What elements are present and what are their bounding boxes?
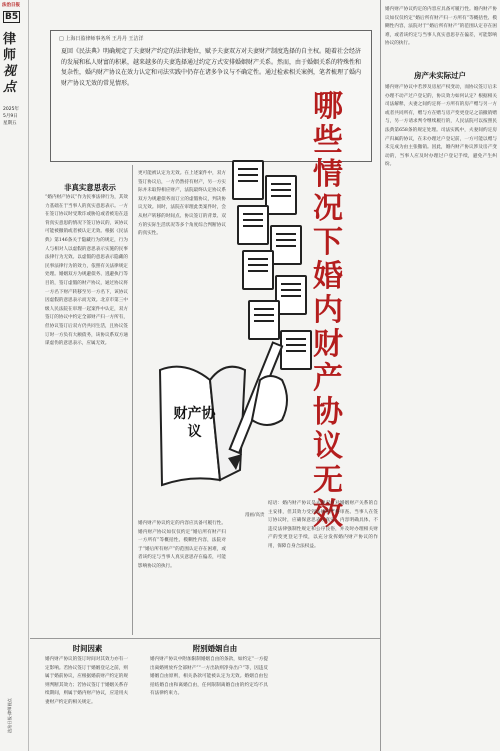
bottom-label: 法治日报·律师视点 [7, 698, 12, 733]
column-2-text: 更可能被认定为无效。在上述案件中，双方签订协议后，一方仍然持有财产，另一方实际并未取得相应财产，法院最终认定协议系双方为规避债务而订立的虚假协议，判决协议无效。同时，法院在审理此类案件时，会从财产转移的时间点、协议签订的背景、双方的实际生活状况等多个角度综合判断协议的真实性。 [138, 171, 226, 237]
issue-date: 2025年 [3, 107, 19, 112]
right-column-top: 婚内财产协议约定的内容应具备可履行性。婚内财产协议如仅仅约定“婚后所有财产归一方所有”等概括性、模糊性内容，法院对于“婚后所有财产”的范围认定存在困难，或者该约定与当事人真实意思存在偏差，可能影响协议的执行。 [385, 7, 497, 47]
subheading-time: 时间因素 [72, 644, 103, 653]
column-2-text-cont: 婚内财产协议约定的内容应具备可履行性。婚内财产协议如仅仅约定“婚后所有财产归一方所有”等概括性、模糊性内容，法院对于“婚后所有财产”的范围认定存在困难，或者该约定与当事人真实意思存在偏差，可能影响协议的执行。 [138, 521, 226, 569]
page-header-strip [0, 0, 28, 751]
byline: □ 上海日盈律师事务所 王丹丹 王洁洋 [59, 36, 144, 42]
issue-weekday: 星期五 [3, 121, 17, 126]
document-icon [237, 205, 269, 245]
column-1-text: “婚内财产协议”作为民事法律行为，其效力基础在于当事人的真实意思表示。一方在签订协议时受欺诈或胁迫或者被迫在违背真实意思的情况下签订协议的，该协议可能被撤销或者被认定无效。根据《民法典》第146条关于隐藏行为的规定，行为人与相对人以虚假的意思表示实施的民事法律行为无效。以虚假的意思表示隐藏的民事法律行为的效力，依照有关法律规定处理。婚姻双方为规避债务、逃避执行等目的，签订虚假的财产协议，通过协议将一方名下财产转移至另一方名下，该协议因虚假的意思表示而无效。北京市第三中级人民法院在审理一起案件中认定，双方签订的协议中约定全部财产归一方所有，但协议签订后双方仍共同生活，且协议签订时一方负有大额债务，该协议系双方通谋虚伪的意思表示，应属无效。 [45, 195, 128, 347]
subheading-marriage-freedom: 附别婚姻自由 [192, 644, 238, 653]
right-column-text: 婚内财产协议中若涉及房屋产权变动，而协议签订后未办理不动产过户登记的，协议效力如何认定？根据相关司法解释，夫妻之间约定将一方所有的房产赠与另一方或者共同所有，赠与方在赠与房产变更登记之前撤销赠与，另一方请求判令继续履行的，人民法院可以按照民法典第658条的规定处理。司法实践中，夫妻间约定房产归属的协议，在未办理过户登记前，一方可能以赠与未完成为由主张撤销。因此，婚内财产协议涉及房产变动的，当事人应及时办理过户登记手续，避免产生纠纷。 [385, 85, 497, 168]
image-credit: 漫画/高贵 [245, 513, 265, 518]
document-icon [270, 225, 302, 265]
headline: 哪 些 情 况 下 婚 内 财 产 协 议 无 效 [313, 89, 343, 532]
document-icon [232, 160, 264, 200]
subheading-property: 房产未实际过户 [414, 71, 466, 80]
subheading-sincere: 非真实意思表示 [64, 183, 116, 192]
column-3-text: 结语：婚内财产协议是夫妻双方对婚姻财产关系的自主安排，但其效力受到法律的严格审查。当事人在签订协议时，应确保意思表示真实、内容明确具体、不违反法律强制性规定和公序良俗，并及时办理相关财产的变更登记手续，以充分发挥婚内财产协议的作用，保障自身合法权益。 [268, 501, 378, 549]
agreement-illustration [150, 330, 305, 500]
issue-date-day: 5月9日 [3, 114, 18, 119]
column-2-bottom-text: 婚内财产协议中附加限制婚姻自由的条款，如约定“一方提出离婚则放弃全部财产”“一方出轨则净身出户”等，因违反婚姻自由原则，相关条款可能被认定为无效。婚姻自由包括结婚自由和离婚自由，任何限制离婚自由的约定均不具有法律约束力。 [150, 657, 268, 697]
illustration-label: 财产协议 [173, 406, 216, 440]
document-icon [265, 175, 297, 215]
page-number: B5 [5, 12, 19, 22]
intro-text: 夏回《民法典》明确规定了夫妻财产约定的法律地位，赋予夫妻双方对夫妻财产制度选择的自主权。随着社会经济的发展和私人财富的积累，越来越多的夫妻选择通过约定方式安排婚姻财产关系。然而，由于婚姻关系的特殊性和复杂性，婚内财产协议在效力认定和司法实践中仍存在诸多争议与不确定性。通过检索相关案例，笔者梳理了婚内财产协议无效的常见情形。 [61, 48, 362, 87]
section-name: 律 师 视 点 [3, 32, 17, 95]
paper-name: 法治日报 [2, 3, 20, 8]
document-icon [242, 250, 274, 290]
column-1-bottom-text: 婚内财产协议的签订时间对其效力亦有一定影响。若协议签订于婚姻登记之前，则属于婚前协议，应根据婚前财产约定的规则判断其效力；若协议签订于婚姻关系存续期间，则属于婚内财产协议，应适用夫妻财产约定的相关规定。 [45, 657, 128, 705]
